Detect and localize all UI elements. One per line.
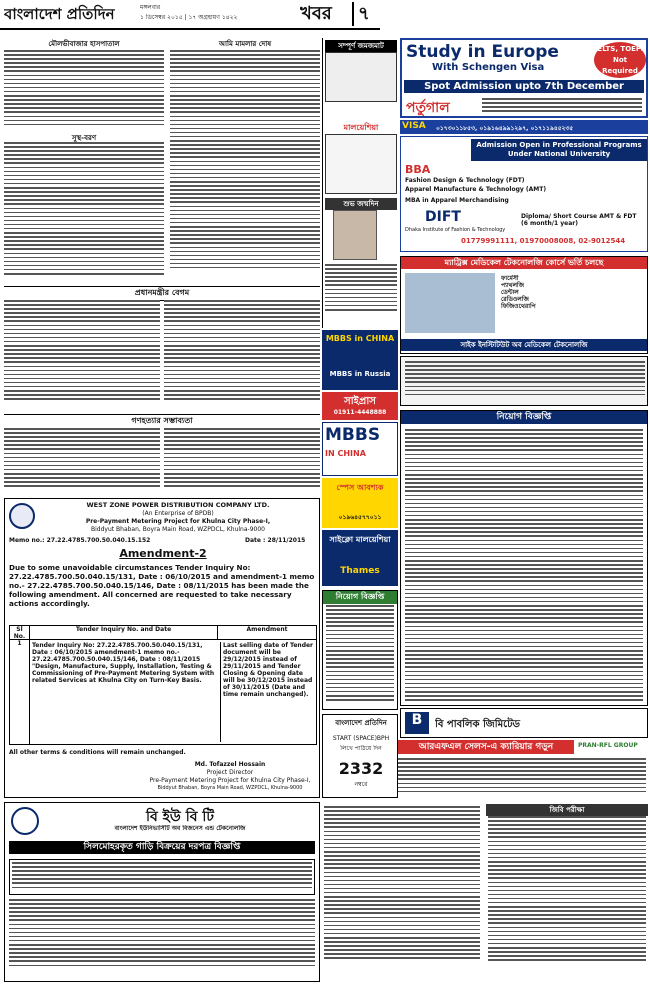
bba-line-2: Apparel Manufacture & Technology (AMT) [405, 186, 547, 193]
mbbs-big-ad [322, 422, 398, 476]
bubt-table [9, 859, 315, 895]
thames-label: Thames [340, 566, 380, 576]
headline-1: মৌলভীবাজার হাসপাতাল [4, 38, 164, 51]
space-ad [322, 478, 398, 528]
bubt-terms [9, 899, 315, 979]
aloha-logo: B [405, 712, 429, 734]
dift-sub: Dhaka Institute of Fashion & Technology [405, 227, 506, 233]
tender-footer: All other terms & conditions will remain unchanged. [9, 749, 186, 756]
saic-malaysia-ad [322, 530, 398, 586]
date-line: ১ ডিসেম্বর ২০১৫ | ১৭ অগ্রহায়ণ ১৪২২ [140, 14, 238, 21]
matrix-item: প্যাথলজি [501, 282, 524, 289]
rfl-sales-right [486, 804, 648, 982]
europe-ad [400, 38, 648, 118]
tender-col-sl: Sl No. [10, 626, 30, 640]
tender-notice [4, 498, 320, 798]
bubt-logo [11, 807, 39, 835]
matrix-item: ফার্মেসী [501, 275, 519, 282]
birthday-title: শুভ জন্মদিন [325, 198, 397, 210]
tender-table [9, 625, 317, 745]
birthday-photo [333, 210, 377, 260]
rfl-sales-intro [398, 758, 646, 798]
chhatra-ad: সম্পূর্ণ জমজমাট [325, 40, 397, 52]
wzpdcl-logo [9, 503, 35, 529]
europe-subtitle: With Schengen Visa [432, 62, 545, 73]
tender-company: WEST ZONE POWER DISTRIBUTION COMPANY LTD. [86, 501, 270, 509]
job-notice-title: নিয়োগ বিজ্ঞপ্তি [401, 411, 647, 424]
bubt-notice-title: সিলমোহরকৃত গাড়ি বিক্রয়ের দরপত্র বিজ্ঞপ্তি [9, 841, 315, 854]
rfl-sales-title: আরএফএল সেলস-এ ক্যারিয়ার গড়ুন [398, 740, 574, 754]
mbbs-ad-1 [322, 330, 398, 390]
dift-phone: 01779991111, 01970008008, 02-9012544 [461, 237, 626, 245]
matrix-item: রেডিওলজি [501, 296, 529, 303]
matrix-list [501, 275, 581, 310]
bp-sms-number: 2332 [338, 759, 384, 778]
europe-title: Study in Europe [406, 42, 559, 62]
masthead [0, 0, 380, 30]
mbbs-big: MBBS [325, 425, 381, 445]
amendment-text: Due to some unavoidable circumstances Tender Inquiry No: 27.22.4785.700.50.040.15/131, Date : 06/10/2015 and amendment-1 memo no.- 27.22.4785.700.50.040.15/146, Date : 08/11/2015 has been made the following amendment. All concerned are requested to take necessary actions accordingly. [9, 563, 315, 608]
saic-table [400, 356, 648, 406]
matrix-item: ডেন্টাল [501, 289, 519, 296]
saiprom-ad [322, 392, 398, 420]
news-body-7 [164, 428, 320, 494]
small-ad-column [322, 38, 398, 328]
job-notice-text [405, 429, 643, 701]
memo-number: Memo no.: 27.22.4785.700.50.040.15.152 [9, 537, 151, 544]
bp-sms-logo: বাংলাদেশ প্রতিদিন [335, 718, 387, 727]
tender-col-amend: Amendment [218, 626, 316, 640]
paper-name: বাংলাদেশ প্রতিদিন [4, 5, 115, 23]
matrix-title: ম্যাট্রিক্স মেডিকেল টেকনোলজি কোর্সে ভর্তি চলছে [401, 257, 647, 269]
visa-strip [400, 120, 648, 134]
headline-3: সুস্থ-বরণ [71, 134, 97, 142]
job-notice-2-text [326, 605, 394, 705]
mbbs-russia: MBBS in Russia [329, 370, 391, 378]
exam-label: জিবি পরীক্ষা [486, 804, 648, 816]
matrix-item: ফিজিওথেরাপি [501, 303, 536, 310]
saic-table-lines [405, 361, 645, 401]
page-number: ৭ [352, 2, 377, 26]
rfl-sales-left-text [324, 806, 480, 976]
saic-malaysia: সাইক্লো মালয়েশিয়া [329, 535, 391, 544]
rfl-sales-left [322, 804, 482, 982]
bba-label: BBA [405, 163, 431, 176]
section-label: খবর [300, 3, 332, 24]
dift-logo: DIFT [425, 209, 461, 225]
aloha-title: বি পাবলিক জিমিটেড [435, 719, 520, 730]
tender-signer-project: Pre-Payment Metering Project for Khulna City Phase-I, [149, 777, 311, 784]
bba-line-1: Fashion Design & Technology (FDT) [405, 177, 525, 184]
news-body-6 [4, 428, 160, 494]
mba-line: MBA in Apparel Merchandising [405, 197, 509, 204]
rfl-sales-ad [322, 740, 648, 802]
headline-5: গণহত্যার সম্ভাব্যতা [4, 414, 320, 428]
nu-ad [400, 136, 648, 252]
tender-signer: Md. Tofazzel Hossain [194, 761, 266, 768]
tender-signer-title: Project Director [206, 769, 254, 776]
weekday: মঙ্গলবার [140, 4, 161, 11]
matrix-photo [405, 273, 495, 333]
mbbs-china: MBBS in CHINA [325, 334, 395, 343]
news-body-1 [4, 50, 164, 130]
matrix-ad [400, 256, 648, 354]
amendment-title: Amendment-2 [119, 547, 207, 560]
space-phone: ০১৯৬৪৫৭৭০১১ [338, 514, 382, 521]
portugal: পর্তুগাল [406, 100, 450, 116]
headline-4: প্রধানমন্ত্রীর বেগম [4, 286, 320, 301]
pran-logo: PRAN-RFL GROUP [578, 742, 638, 749]
rfl-sales-right-text [488, 816, 646, 978]
bp-sms-suffix: নম্বরে [354, 781, 368, 788]
dift-course: Diploma/ Short Course AMT & FDT (6 month/1 year) [521, 213, 637, 227]
bubt-notice [4, 802, 320, 982]
tender-col-inquiry: Tender Inquiry No. and Date [30, 626, 218, 640]
news-body-5 [164, 300, 320, 410]
europe-badge: IELTS, TOEFL Not Required [594, 42, 646, 78]
mbbs-in-china: IN CHINA [325, 449, 366, 458]
news-body-2 [4, 142, 164, 282]
job-notice-2 [322, 590, 398, 710]
visa-label: VISA [402, 121, 426, 131]
space-title: স্পেস আবশ্যক [336, 483, 384, 492]
visa-phone: ০১৭৩০১১৮৫৩, ০১৯১৬৪৯৯১২৯৭, ০১৭১১৯৪৫২৩৫ [436, 125, 574, 132]
tender-project: Pre-Payment Metering Project for Khulna City Phase-I, [85, 518, 271, 525]
bubt-title: বি ইউ বি টি [145, 809, 215, 825]
bp-sms-send: লিখে পাঠিয়ে দিন [340, 745, 382, 752]
birthday-text [325, 264, 397, 324]
spot-admission: Spot Admission upto 7th December [404, 80, 644, 93]
job-notice-1 [400, 410, 648, 706]
bp-sms-start: START (SPACE)BPH [332, 735, 390, 742]
tender-sl-value: 1 [10, 640, 30, 744]
malaysia-ad: মালয়েশিয়া [343, 123, 379, 132]
europe-text [482, 98, 642, 118]
ad-box-2 [325, 134, 397, 194]
tender-amend-value: Last selling date of Tender document will be 29/12/2015 instead of 29/11/2015 and Tender Closing & Opening date will be 30/12/2015 instead of 30/11/2015 (Date and time remain unchanged). [220, 642, 316, 742]
bubt-sub: বাংলাদেশ ইউনিভার্সিটি অব বিজনেস এন্ড টেকনোলজি [114, 825, 246, 832]
saiprom-phone: 01911-4448888 [333, 409, 387, 416]
tender-signer-addr: Biddyut Bhaban, Boyra Main Road, WZPDCL, Khulna-9000 [157, 785, 303, 791]
ad-box-1 [325, 52, 397, 102]
headline-2: আমি মামলার দোষ [218, 40, 272, 48]
nu-title: Admission Open in Professional Programs Under National University [471, 139, 647, 161]
tender-addr: Biddyut Bhaban, Boyra Main Road, WZPDCL, Khulna-9000 [91, 526, 265, 533]
aloha-ad [400, 708, 648, 738]
tender-date: Date : 28/11/2015 [245, 537, 306, 544]
job-notice-2-title: নিয়োগ বিজ্ঞপ্তি [323, 591, 397, 604]
saiprom-title: সাইপ্রাস [344, 396, 376, 407]
news-body-4 [4, 300, 160, 410]
news-body-3 [170, 50, 320, 282]
saic-title: সাইক ইনস্টিটিউট অব মেডিকেল টেকনোলজি [401, 339, 647, 351]
tender-sub: (An Enterprise of BPDB) [142, 510, 214, 517]
tender-inquiry-value: Tender Inquiry No: 27.22.4785.700.50.040.15/131, Date : 06/10/2015 amendment-1 memo no.- 27.22.4785.700.50.040.15/146, Date : 08/11/2015 "Design, Manufacture, Supply, Installation, Testing & Commissioning of Pre-Payment Metering System with related Services at Khulna City on Turn-Key Basis. [32, 642, 215, 684]
bubt-table-lines [12, 862, 312, 894]
